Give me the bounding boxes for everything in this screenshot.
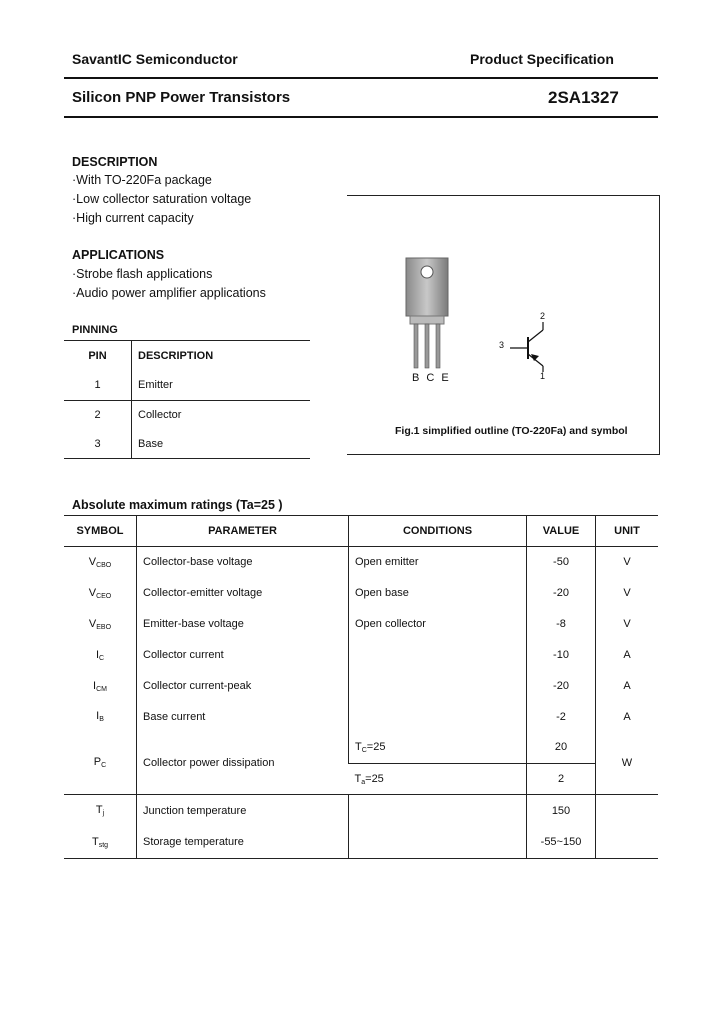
rating-symbol: V <box>88 586 97 599</box>
product-line: Silicon PNP Power Transistors <box>72 89 291 106</box>
rating-symbol: V <box>88 617 97 630</box>
rating-parameter: Collector current <box>137 640 349 671</box>
rating-unit: A <box>596 671 659 702</box>
applications-title: APPLICATIONS <box>72 248 165 262</box>
rating-value: 150 <box>527 795 596 827</box>
rating-parameter: Storage temperature <box>137 827 349 859</box>
rating-parameter: Collector power dissipation <box>137 732 349 795</box>
rating-symbol-sub: B <box>99 716 104 723</box>
rating-unit: A <box>596 640 659 671</box>
rating-symbol-sub: CM <box>96 685 107 693</box>
rating-condition <box>349 827 527 859</box>
rating-symbol: V <box>88 555 97 568</box>
doc-type: Product Specification <box>470 51 614 67</box>
rating-condition-sym: T <box>355 740 362 753</box>
rating-condition: Open base <box>349 578 527 609</box>
table-row <box>64 578 658 609</box>
symbol-header: SYMBOL <box>64 516 137 547</box>
rating-unit <box>596 795 659 827</box>
rating-parameter: Base current <box>137 702 349 732</box>
rating-unit: V <box>596 547 659 578</box>
rating-condition-rest: =25 <box>366 740 386 753</box>
package-pin-labels: B C E <box>412 372 451 384</box>
applications-item: ·Strobe flash applications <box>72 267 213 281</box>
rating-symbol-sub: C <box>99 654 105 662</box>
rating-symbol-sub: EBO <box>96 623 112 631</box>
rating-symbol-sub: C <box>101 762 107 770</box>
table-row <box>64 671 658 702</box>
rating-parameter: Emitter-base voltage <box>137 609 349 640</box>
package-outline-icon <box>347 196 659 454</box>
table-row <box>64 609 658 640</box>
pin-description: Emitter <box>138 379 173 392</box>
header-rule-top <box>64 77 658 79</box>
rating-symbol: I <box>93 679 97 692</box>
rating-value: -20 <box>527 578 596 609</box>
rating-value: -20 <box>527 671 596 702</box>
rating-condition-sub: a <box>361 778 366 786</box>
part-number: 2SA1327 <box>548 88 619 107</box>
rating-value: -10 <box>527 640 596 671</box>
rating-unit <box>596 827 659 859</box>
symbol-collector-pin: 2 <box>540 311 546 321</box>
parameter-header: PARAMETER <box>137 516 349 547</box>
pin-number: 3 <box>64 430 132 459</box>
rating-condition <box>349 795 527 827</box>
header-rule-bottom <box>64 116 658 118</box>
rating-parameter: Collector-base voltage <box>137 547 349 578</box>
rating-value: 2 <box>527 764 596 795</box>
rating-symbol: I <box>95 648 99 661</box>
pinning-title: PINNING <box>72 324 118 336</box>
description-title: DESCRIPTION <box>72 155 158 169</box>
symbol-base-pin: 3 <box>499 340 505 350</box>
rating-symbol: I <box>96 710 100 722</box>
rating-value: 20 <box>527 732 596 764</box>
rating-symbol: T <box>95 804 103 817</box>
table-row <box>64 547 658 578</box>
description-list <box>72 173 251 230</box>
applications-item: ·Audio power amplifier applications <box>72 286 266 300</box>
unit-header: UNIT <box>596 516 659 547</box>
table-row <box>64 640 658 671</box>
rating-symbol: T <box>91 835 99 848</box>
applications-list <box>72 267 266 305</box>
pin-header: PIN <box>64 341 132 371</box>
rating-value: -2 <box>527 702 596 732</box>
rating-condition: Open emitter <box>349 547 527 578</box>
table-row <box>64 401 310 430</box>
pin-number: 1 <box>64 371 132 401</box>
rating-unit: V <box>596 609 659 640</box>
rating-symbol: P <box>93 756 102 769</box>
rating-parameter: Collector-emitter voltage <box>137 578 349 609</box>
pin-description-header: DESCRIPTION <box>138 349 214 362</box>
table-row <box>64 795 658 827</box>
rating-unit: A <box>596 702 659 732</box>
rating-condition-sub: C <box>361 746 367 754</box>
company-name: SavantIC Semiconductor <box>72 51 238 67</box>
value-header: VALUE <box>527 516 596 547</box>
table-row <box>64 732 658 764</box>
table-row <box>64 371 310 401</box>
rating-condition-rest: =25 <box>365 772 384 785</box>
rating-condition-sym: T <box>354 772 362 785</box>
rating-condition <box>349 640 527 671</box>
rating-value: -50 <box>527 547 596 578</box>
rating-parameter: Collector current-peak <box>137 671 349 702</box>
rating-symbol-sub: j <box>102 810 105 818</box>
rating-value: -8 <box>527 609 596 640</box>
ratings-table <box>64 515 658 859</box>
rating-condition <box>349 671 527 702</box>
pin-description: Base <box>138 437 164 450</box>
rating-condition: Open collector <box>349 609 527 640</box>
description-item: ·With TO-220Fa package <box>72 173 212 187</box>
ratings-title: Absolute maximum ratings (Ta=25 ) <box>72 498 283 512</box>
description-item: ·Low collector saturation voltage <box>72 192 252 206</box>
rating-symbol-sub: stg <box>98 841 109 849</box>
description-item: ·High current capacity <box>72 211 194 225</box>
table-row <box>64 430 310 459</box>
rating-parameter: Junction temperature <box>137 795 349 827</box>
pin-number: 2 <box>64 401 132 430</box>
rating-unit: V <box>596 578 659 609</box>
figure-box <box>347 195 660 455</box>
rating-symbol-sub: CEO <box>96 592 112 600</box>
table-row <box>64 827 658 859</box>
pin-description: Collector <box>138 409 182 422</box>
pinning-table <box>64 340 310 459</box>
rating-value: -55~150 <box>527 827 596 859</box>
rating-condition <box>349 702 527 732</box>
table-row <box>64 702 658 732</box>
figure-caption: Fig.1 simplified outline (TO-220Fa) and symbol <box>395 425 628 437</box>
conditions-header: CONDITIONS <box>349 516 527 547</box>
rating-symbol-sub: CBO <box>96 561 112 569</box>
rating-unit: W <box>596 732 659 795</box>
symbol-emitter-pin: 1 <box>540 371 546 381</box>
